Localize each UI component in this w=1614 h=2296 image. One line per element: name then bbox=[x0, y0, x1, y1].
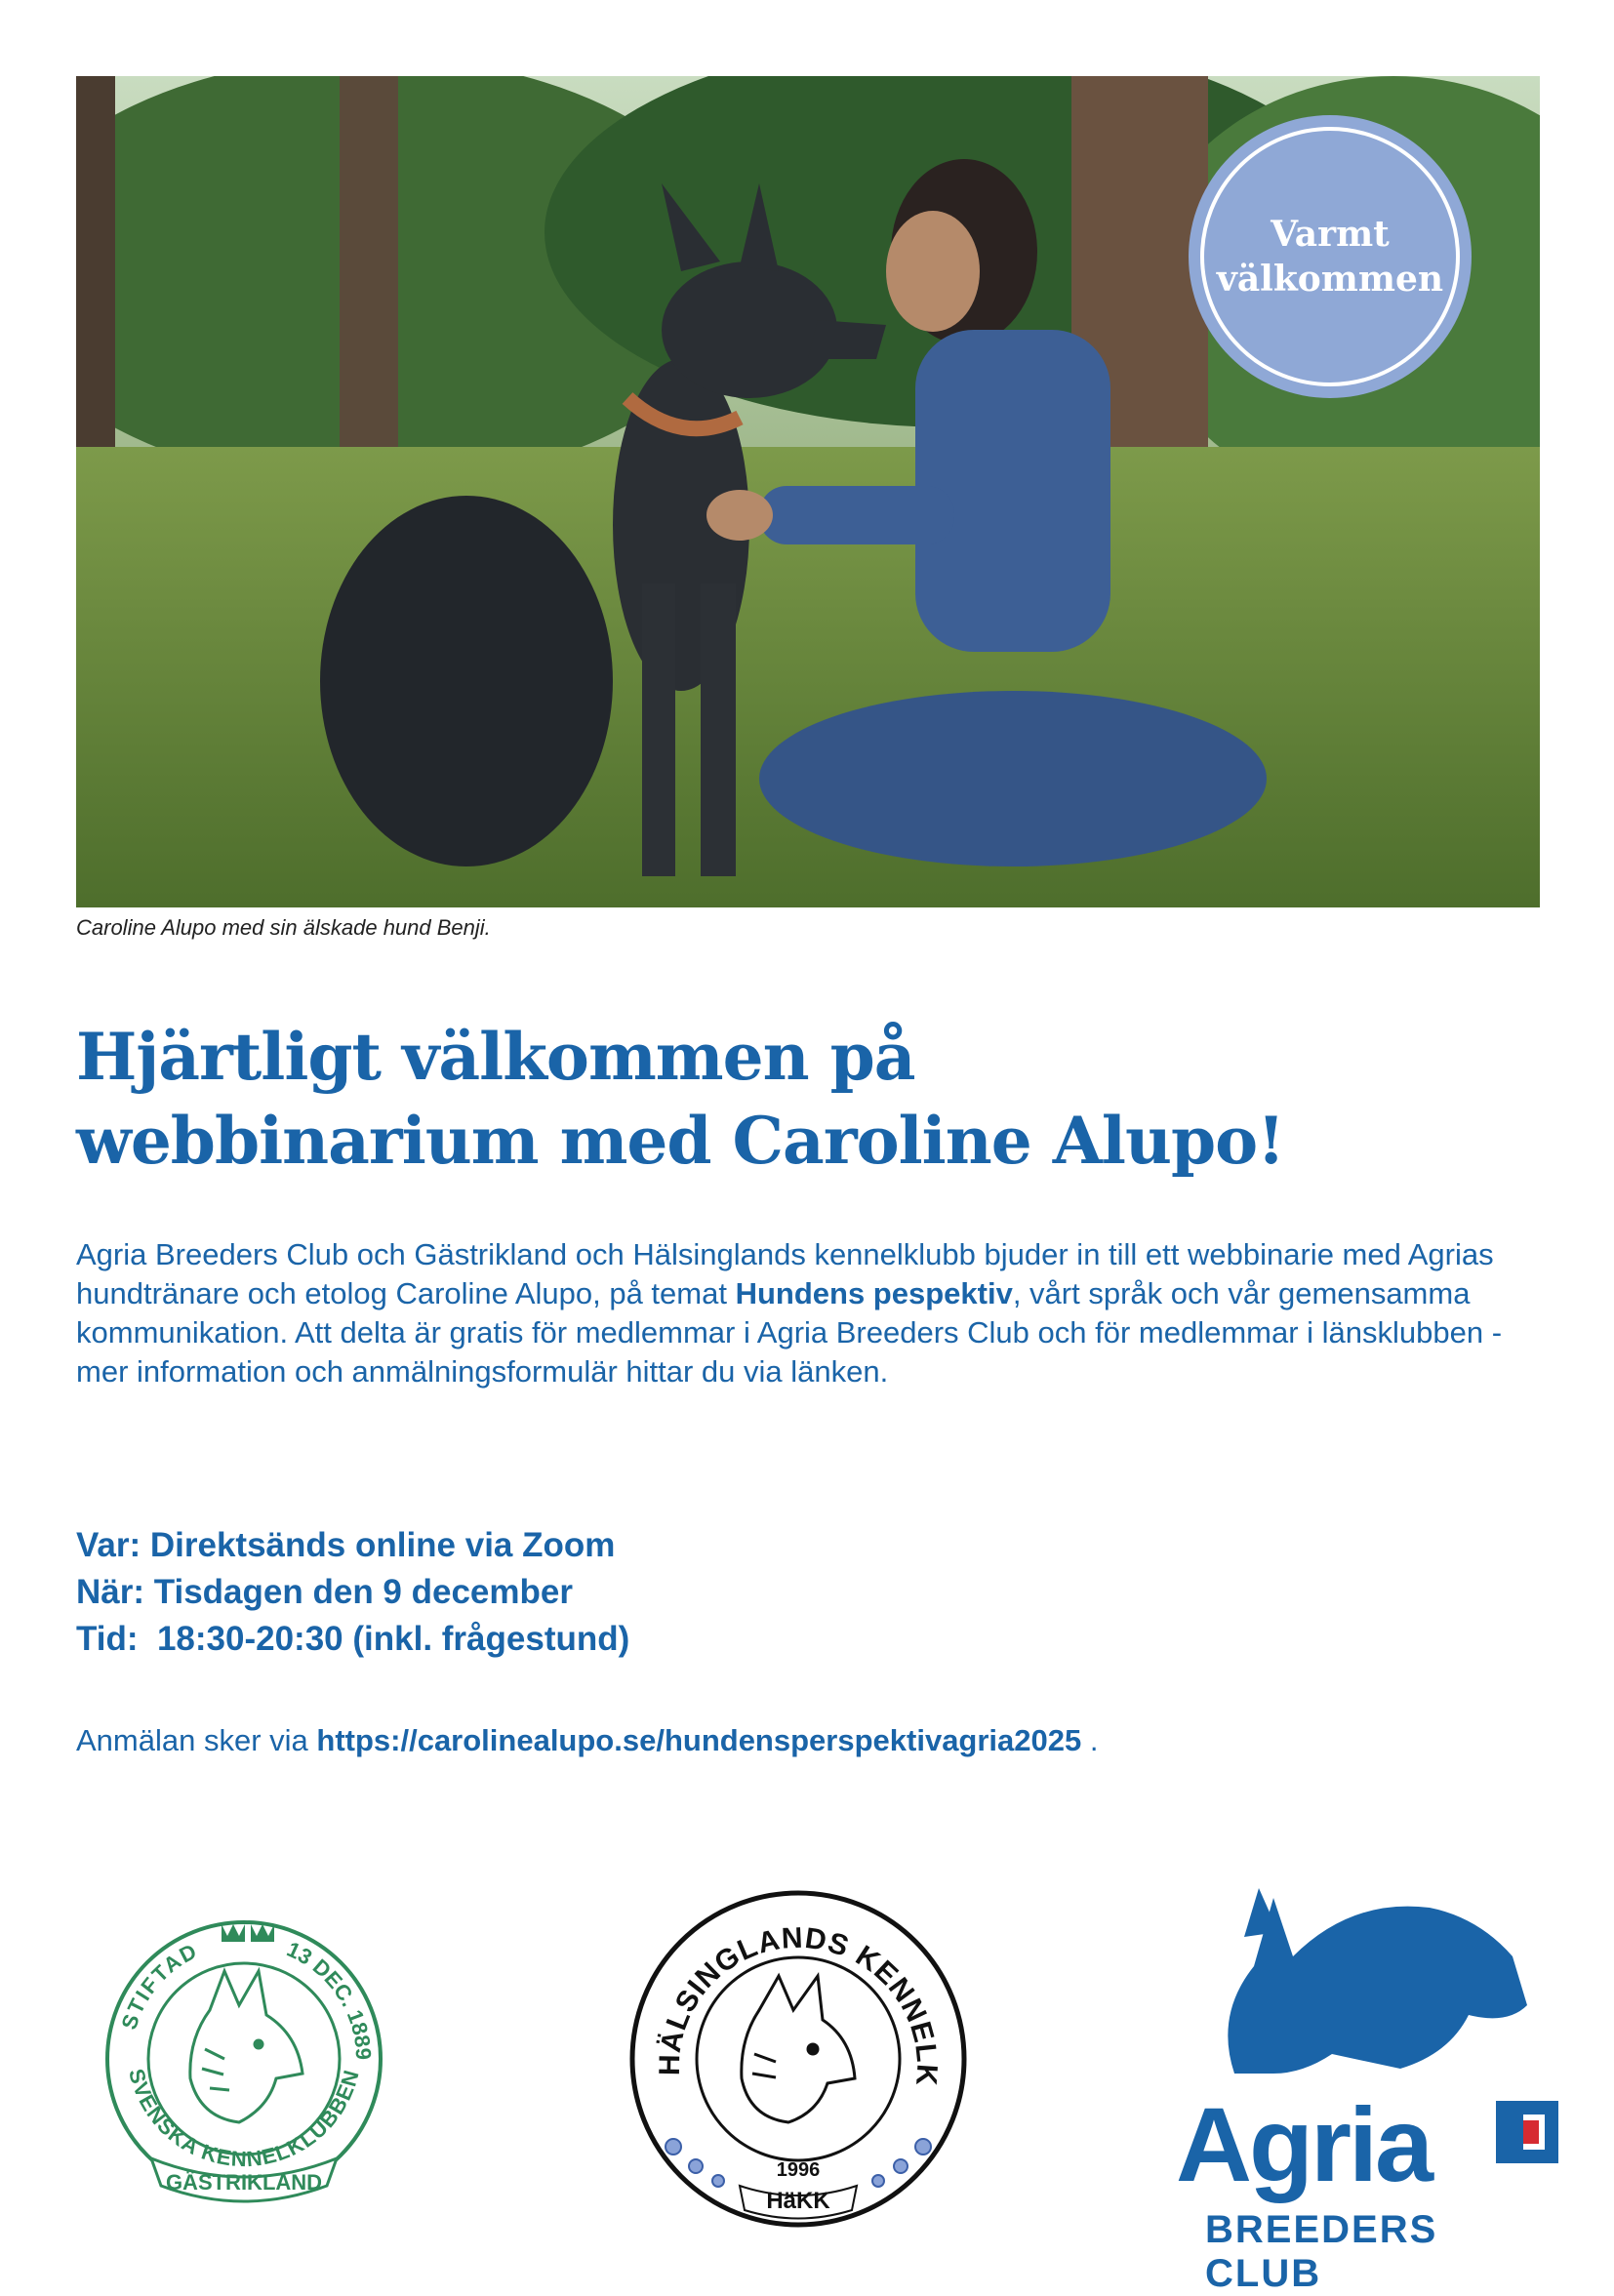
headline-line-2: webbinarium med Caroline Alupo! bbox=[76, 1103, 1285, 1179]
agria-dog-cat-icon bbox=[1176, 1878, 1566, 2083]
dog-head-icon bbox=[742, 1976, 855, 2122]
breeders-club-text: BREEDERS CLUB bbox=[1205, 2208, 1438, 2295]
photo-caption: Caroline Alupo med sin älskade hund Benji. bbox=[76, 915, 491, 940]
event-details bbox=[76, 1522, 629, 1663]
intro-part-2: , vårt språk och vår gemensamma kommunikation. Att delta är gratis för medlemmar i Agria Breeders Club och för medlemmar i länsklubben - mer information och anmälningsformulär hittar du via länken. bbox=[76, 1276, 1503, 1389]
agria-breeders-club-logo bbox=[1176, 1878, 1566, 2295]
dog-head-icon bbox=[190, 1971, 303, 2122]
skk-gastrikland-logo bbox=[93, 1903, 395, 2220]
skk-date-text: 13 DEC. 1889 bbox=[283, 1936, 377, 2061]
detail-date: När: Tisdagen den 9 december bbox=[76, 1573, 573, 1611]
signup-link[interactable]: https://carolinealupo.se/hundensperspektivagria2025 bbox=[316, 1723, 1082, 1757]
skk-banner-text: GÄSTRIKLAND bbox=[165, 2170, 323, 2195]
intro-paragraph bbox=[76, 1235, 1540, 1391]
hakk-logo bbox=[623, 1883, 974, 2239]
detail-time: Tid: 18:30-20:30 (inkl. frågestund) bbox=[76, 1620, 630, 1658]
headline bbox=[76, 1015, 1540, 1183]
intro-emphasis: Hundens pespektiv bbox=[735, 1276, 1013, 1310]
welcome-badge bbox=[1189, 115, 1472, 398]
detail-location: Var: Direktsänds online via Zoom bbox=[76, 1526, 616, 1564]
svg-text:13 DEC. 1889 bbox=[283, 1937, 376, 2061]
agria-square-mark-icon bbox=[1496, 2101, 1558, 2163]
hakk-year: 1996 bbox=[776, 2159, 821, 2181]
skk-ring-text: SVENSKA KENNELKLUBBEN bbox=[124, 2066, 364, 2172]
signup-line bbox=[76, 1723, 1098, 1758]
crowns-icon bbox=[222, 1924, 274, 1942]
badge-text: Varmt välkommen bbox=[1216, 214, 1444, 300]
signup-prefix: Anmälan sker via bbox=[76, 1723, 317, 1757]
headline-line-1: Hjärtligt välkommen på bbox=[76, 1019, 915, 1095]
intro-part-1: Agria Breeders Club och Gästrikland och Hälsinglands kennelklubb bjuder in till ett webbinarie med Agrias hundtränare och etolog Caroline Alupo, på temat bbox=[76, 1237, 1494, 1310]
hakk-ring-text: HÄLSINGLANDS KENNELK bbox=[653, 1921, 944, 2088]
skk-top-text: STIFTAD bbox=[116, 1938, 203, 2033]
agria-wordmark: Agria bbox=[1176, 2085, 1432, 2203]
signup-suffix: . bbox=[1081, 1723, 1099, 1757]
hakk-abbr: HäKK bbox=[766, 2188, 830, 2214]
